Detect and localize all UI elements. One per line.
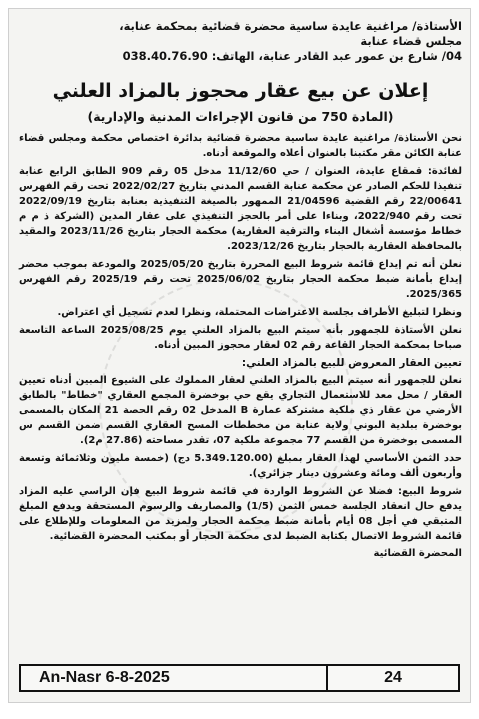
paragraph-auction-date: نعلن الأستاذة للجمهور بأنه سيتم البيع بالمزاد العلني يوم 2025/08/25 الساعة التاسعة صباحا بمحكمة الحجار القاعة رقم 02 لعقار محجوز المبين أدناه. [19, 325, 463, 351]
bailiff-name-line: الأستاذة/ مراغنية عايدة ساسية محضرة قضائية بمحكمة عنابة، [119, 19, 462, 33]
signature: المحضرة القضائية [373, 548, 462, 559]
paragraph-intro: نحن الأستاذة/ مراغنية عايدة ساسية محضرة قضائية بدائرة اختصاص محكمة ومجلس قضاء عنابة الكائن مقر مكتبنا بالعنوان أعلاه والموقعة أدناه. [19, 133, 462, 159]
newspaper-date: An-Nasr 6-8-2025 [39, 669, 170, 686]
paragraph-property: نعلن للجمهور أنه سيتم البيع بالمزاد العلني لعقار المملوك على الشيوع المبين أدناه تعيين العقار / محل معد للاستعمال التجاري يقع حي بوخضرة المجمع العقاري "خطاط" بالطابق الأرضي من عقار ذي ملكية مشتركة عمارة B المدخل 02 رقم الحصة 21 المكان بالمسمى بوخضرة ببلدية البوني ولاية عنابة من مخططات المسح العقاري القسم ضمن القسم س المسمى بوخضرة من القسم 77 مجموعة ملكية 07، تقدر مساحته (27.86 م2). [19, 375, 463, 446]
newspaper-footer [19, 664, 460, 692]
paragraph-price: حدد الثمن الأساسي لهذا العقار بمبلغ (5.349.120.00 دج) (خمسة مليون وثلاثمائة وتسعة وأربعون ألف ومائة وعشرون دينار جزائري). [19, 453, 462, 479]
page-number: 24 [326, 666, 458, 690]
paragraph-conditions: شروط البيع: فضلا عن الشروط الواردة في قائمة شروط البيع فإن الراسي عليه المزاد يدفع حال انعقاد الجلسة خمس الثمن (1/5) والمصاريف والرسوم المستحقة ويدفع المبلغ المتبقي في أجل 08 أيام بأمانة ضبط محكمة الحجار ولمزيد من المعلومات وللإطلاع على قائمة الشروط الاتصال بكتابة الضبط لدى محكمة الحجار أو بمكتب المحضرة القضائية. [19, 486, 462, 542]
notice-title: إعلان عن بيع عقار محجوز بالمزاد العلني [52, 80, 429, 102]
address-phone-line: 04/ شارع بن عمور عبد القادر عنابة، الهاتف: 038.40.76.90 [122, 49, 462, 63]
legal-notice [19, 19, 462, 659]
paragraph-beneficiary: لفائدة: قمقاع عايدة، العنوان / حي 11/12/60 مدخل 05 رقم 909 الطابق الرابع عنابة تنفيذا للحكم الصادر عن محكمة عنابة القسم المدني بتاريخ 2022/02/27 تحت رقم الفهرس 22/00641 رقم القضية 21/04596 الممهور بالصيغة التنفيذية بعنابة بتاريخ 2022/09/19 تحت رقم 2022/940، وبناءا على أمر بالحجز التنفيذي على عقار المدين (الشركة ذ م م خطاط مؤسسة أشغال البناء والترقية العقارية) محكمة الحجار بتاريخ 2023/11/26 والمقيد بالمحافظة العقارية بالحجار بتاريخ 2023/12/26. [19, 166, 463, 252]
newspaper-clipping [8, 8, 471, 703]
notice-subtitle: (المادة 750 من قانون الإجراءات المدنية والإدارية) [87, 109, 394, 124]
paragraph-deposit: نعلن أنه تم إيداع قائمة شروط البيع المحررة بتاريخ 2025/05/20 والمودعة بموجب محضر إيداع بأمانة ضبط محكمة الحجار بتاريخ 2025/06/02 تحت رقم 2025/19 رقم الفهرس 2025/365. [19, 259, 462, 300]
court-line: مجلس قضاء عنابة [360, 34, 462, 48]
paragraph-objections: ونظرا لتبليغ الأطراف بجلسة الاعتراضات المحتملة، ونظرا لعدم تسجيل أي اعتراض. [57, 307, 462, 318]
property-section-title: تعيين العقار المعروض للبيع بالمزاد العلني: [241, 357, 462, 369]
